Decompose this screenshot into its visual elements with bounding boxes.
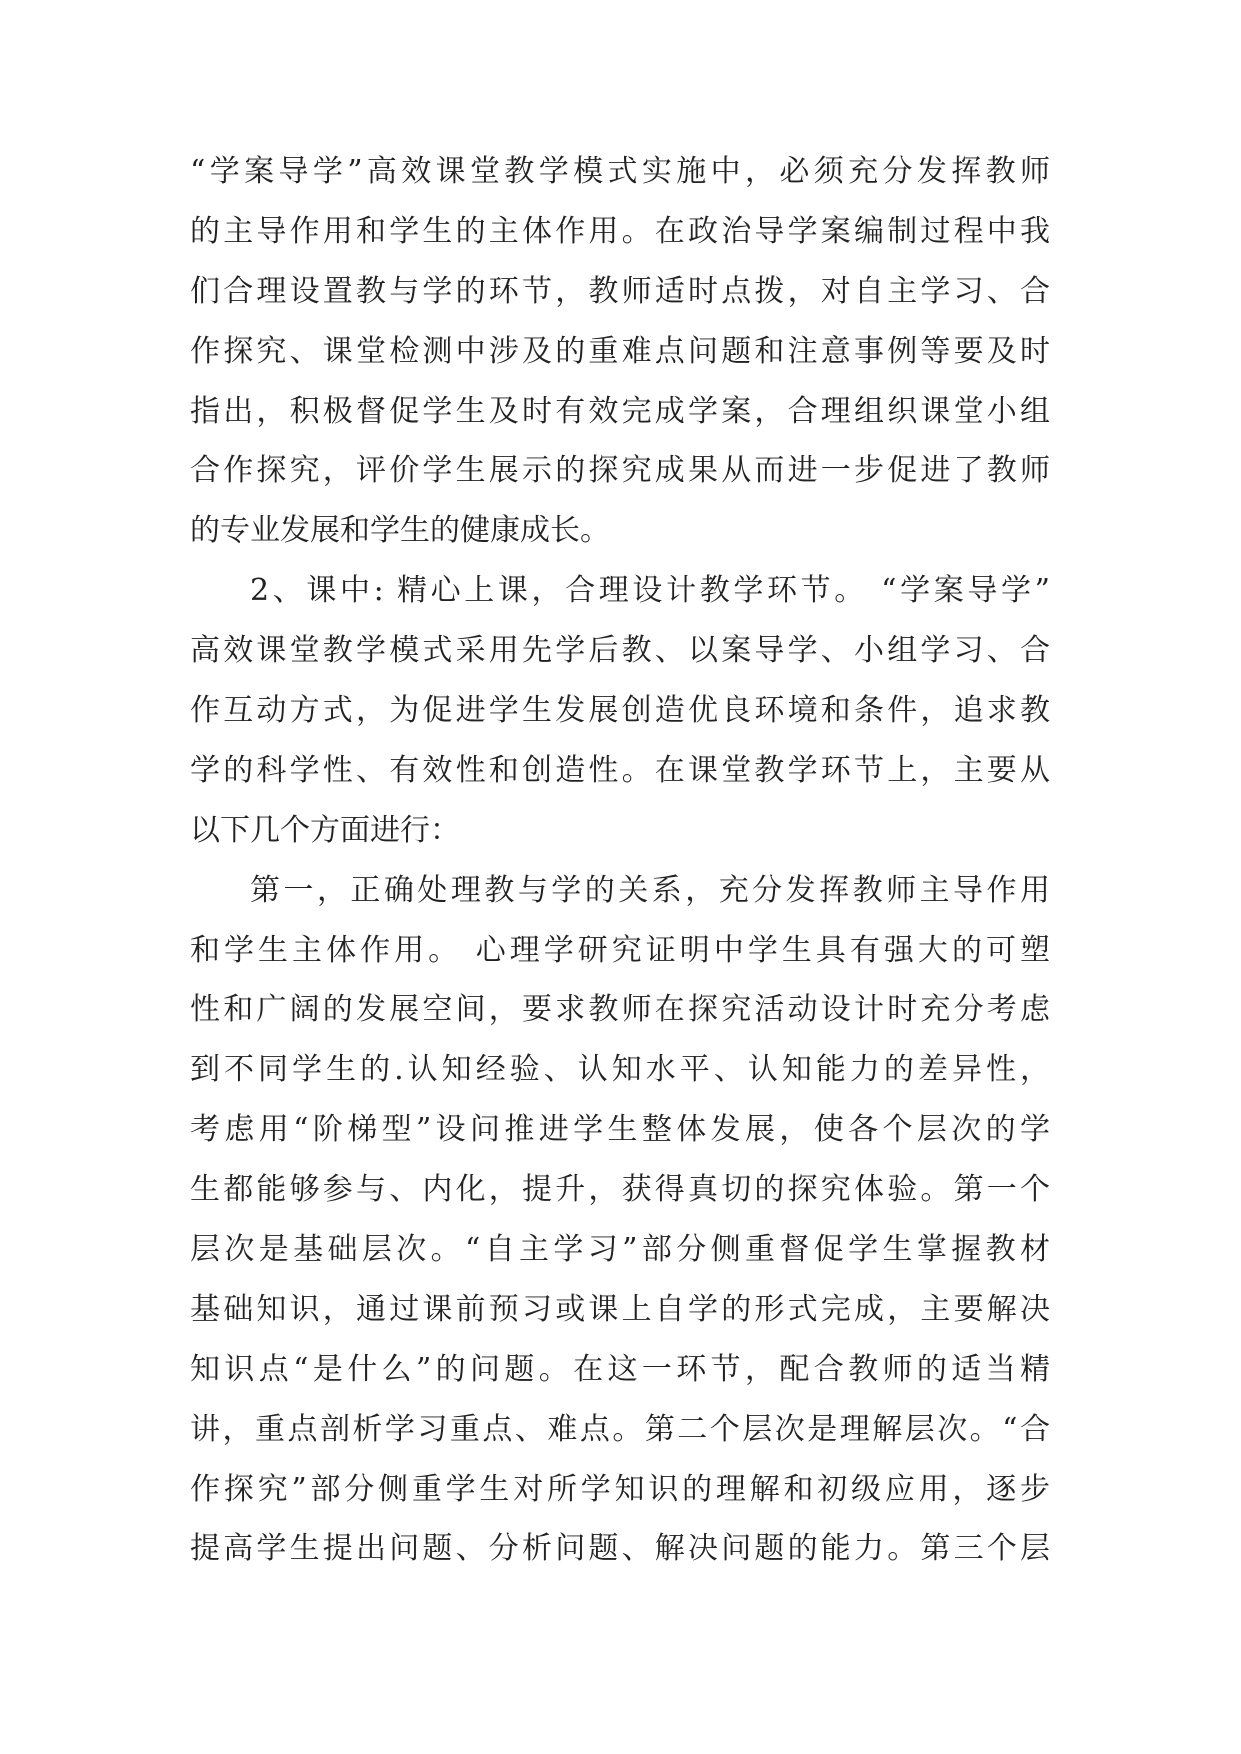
text-line: 生都能够参与、内化，提升，获得真切的探究体验。第一个 (190, 1172, 1050, 1208)
text-line: 性和广阔的发展空间，要求教师在探究活动设计时充分考虑 (190, 992, 1050, 1028)
text-line: 第一，正确处理教与学的关系，充分发挥教师主导作用 (250, 872, 1050, 908)
text-line: 的主导作用和学生的主体作用。在政治导学案编制过程中我 (190, 213, 1050, 249)
text-line: 作互动方式，为促进学生发展创造优良环境和条件，追求教 (190, 693, 1050, 729)
body-text (190, 142, 1050, 1579)
text-line: 提高学生提出问题、分析问题、解决问题的能力。第三个层 (190, 1531, 1050, 1567)
text-line: 到不同学生的.认知经验、认知水平、认知能力的差异性， (190, 1052, 1050, 1088)
text-line: 2、课中: 精心上课，合理设计教学环节。 “学案导学” (250, 573, 1050, 609)
text-line: 们合理设置教与学的环节，教师适时点拨，对自主学习、合 (190, 273, 1050, 309)
paragraph-3 (190, 861, 1050, 1580)
text-line: 合作探究，评价学生展示的探究成果从而进一步促进了教师 (190, 453, 1050, 489)
text-line: 作探究”部分侧重学生对所学知识的理解和初级应用，逐步 (190, 1471, 1050, 1507)
text-line: “学案导学”高效课堂教学模式实施中，必须充分发挥教师 (190, 154, 1050, 189)
text-line: 的专业发展和学生的健康成长。 (190, 513, 610, 549)
text-line: 指出，积极督促学生及时有效完成学案，合理组织课堂小组 (190, 393, 1050, 429)
text-line: 基础知识，通过课前预习或课上自学的形式完成，主要解决 (190, 1291, 1050, 1327)
text-line: 考虑用“阶梯型”设问推进学生整体发展，使各个层次的学 (190, 1112, 1050, 1148)
text-line: 学的科学性、有效性和创造性。在课堂教学环节上，主要从 (190, 752, 1050, 788)
text-line: 高效课堂教学模式采用先学后教、以案导学、小组学习、合 (190, 633, 1050, 669)
text-line: 层次是基础层次。“自主学习”部分侧重督促学生掌握教材 (190, 1232, 1050, 1268)
text-line: 讲，重点剖析学习重点、难点。第二个层次是理解层次。“合 (190, 1411, 1050, 1447)
paragraph-2 (190, 561, 1050, 860)
text-line: 和学生主体作用。 心理学研究证明中学生具有强大的可塑 (190, 932, 1050, 968)
text-line: 以下几个方面进行： (190, 812, 460, 848)
text-line: 作探究、课堂检测中涉及的重难点问题和注意事例等要及时 (190, 333, 1050, 369)
paragraph-1 (190, 142, 1050, 561)
text-line: 知识点“是什么”的问题。在这一环节，配合教师的适当精 (190, 1351, 1050, 1387)
